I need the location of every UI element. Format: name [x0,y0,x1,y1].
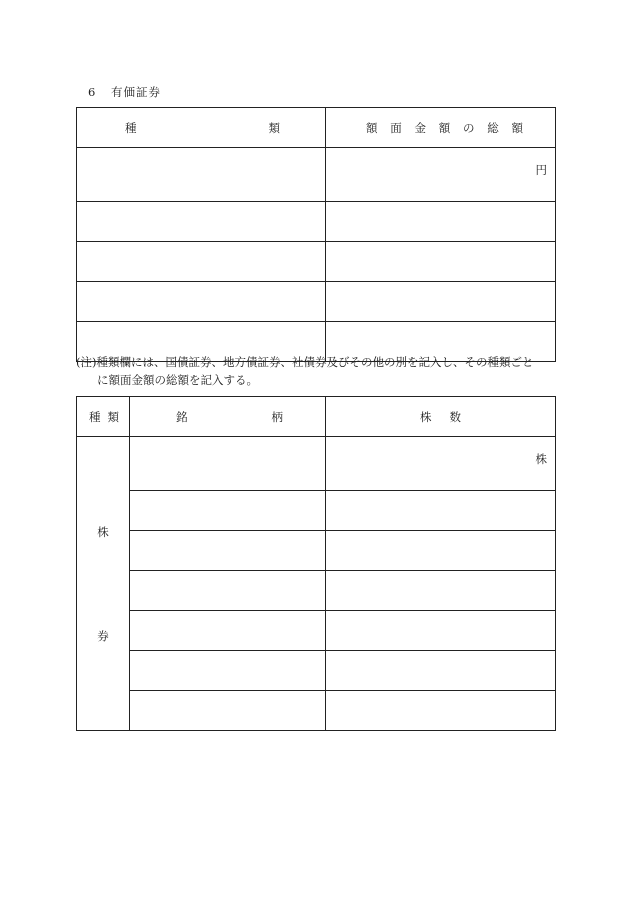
stock-certificate-label-cell [77,437,130,731]
share-count-header [326,397,556,437]
type-header [77,108,326,148]
face-value-total-header [326,108,556,148]
amount-cell[interactable] [326,148,556,202]
type-cell[interactable] [77,242,326,282]
type-cell[interactable] [77,282,326,322]
header-char: の [463,120,475,135]
row-label-char: 株 [97,524,109,539]
brand-cell[interactable] [130,651,326,691]
brand-cell[interactable] [130,437,326,491]
header-char: 数 [449,409,461,424]
type-cell[interactable] [77,202,326,242]
header-char: 金 [414,120,426,135]
note-line-1: (注)種類欄には、国債証券、地方債証券、社債券及びその他の別を記入し、その種類ごと [76,355,534,369]
header-char: 柄 [271,409,283,424]
type-cell[interactable] [77,148,326,202]
header-char: 類 [107,409,119,424]
header-char: 額 [438,120,451,135]
table-header-row [77,397,556,437]
share-count-cell[interactable] [326,491,556,531]
header-char: 総 [487,120,499,135]
table-row [77,148,556,202]
stock-table [76,396,556,731]
share-unit: 株 [535,452,547,466]
brand-header [130,397,326,437]
brand-cell[interactable] [130,531,326,571]
brand-cell[interactable] [130,491,326,531]
table-row [77,202,556,242]
table-row [77,242,556,282]
share-count-cell[interactable] [326,437,556,491]
section-title [88,84,161,100]
table-row [77,437,556,491]
header-char: 銘 [176,409,188,424]
table-row [77,651,556,691]
note-line-2: に額面金額の総額を記入する。 [97,373,258,387]
table-header-row [77,108,556,148]
header-char: 額 [366,120,378,135]
table-row [77,491,556,531]
section-title-text: 有価証券 [110,85,161,99]
brand-cell[interactable] [130,611,326,651]
table-row [77,571,556,611]
share-count-cell[interactable] [326,611,556,651]
type-header [77,397,130,437]
section-number: 6 [88,85,97,99]
amount-cell[interactable] [326,282,556,322]
amount-cell[interactable] [326,202,556,242]
share-count-cell[interactable] [326,571,556,611]
row-label-char: 券 [97,628,109,643]
yen-unit: 円 [535,163,547,177]
share-count-cell[interactable] [326,531,556,571]
header-char: 種 [89,409,101,424]
share-count-cell[interactable] [326,651,556,691]
header-char: 類 [268,120,280,135]
securities-amount-table [76,107,556,362]
header-char: 種 [125,120,137,135]
share-count-cell[interactable] [326,691,556,731]
header-char: 面 [390,120,402,135]
table-row [77,691,556,731]
brand-cell[interactable] [130,691,326,731]
table-row [77,531,556,571]
header-char: 額 [511,120,523,135]
table-row [77,282,556,322]
note [76,353,556,389]
amount-cell[interactable] [326,242,556,282]
brand-cell[interactable] [130,571,326,611]
table-row [77,611,556,651]
header-char: 株 [420,409,432,424]
